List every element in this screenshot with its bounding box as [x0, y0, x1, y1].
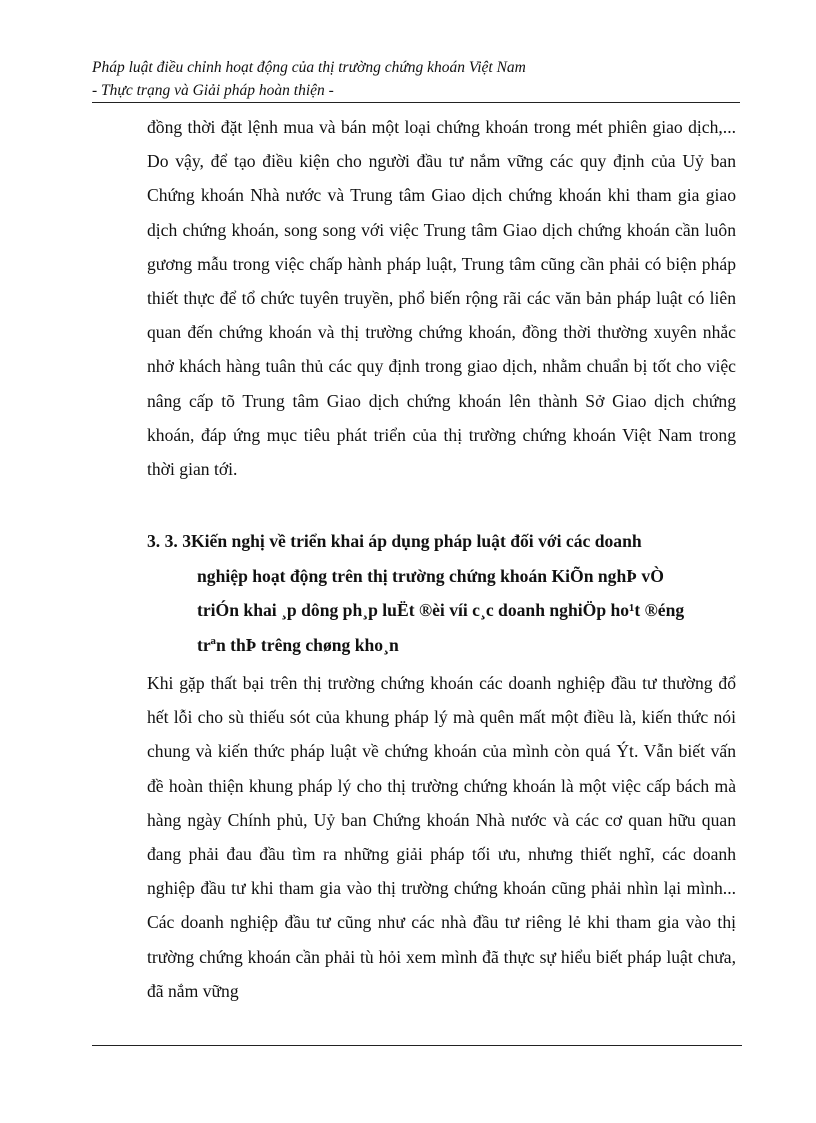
header-subtitle: - Thực trạng và Giải pháp hoàn thiện -: [92, 82, 334, 99]
footer-divider: [92, 1045, 742, 1046]
header-title: Pháp luật điều chỉnh hoạt động của thị trường chứng khoán Việt Nam: [92, 59, 526, 76]
body-paragraph-2: Khi gặp thất bại trên thị trường chứng khoán các doanh nghiệp đầu tư thường đổ hết lỗi cho sù thiếu sót của khung pháp lý mà quên mất một điều là, kiến thức nói chung và kiến thức pháp luật về chứng khoán của mình còn quá Ýt. Vẫn biết vấn đề hoàn thiện khung pháp lý cho thị trường chứng khoán là một việc cấp bách mà hàng ngày Chính phủ, Uỷ ban Chứng khoán Nhà nước và các cơ quan hữu quan đang phải đau đầu tìm ra những giải pháp tối ưu, nhưng thiết nghĩ, các doanh nghiệp đầu tư khi tham gia vào thị trường chứng khoán cũng phải nhìn lại mình... Các doanh nghiệp đầu tư cũng như các nhà đầu tư riêng lẻ khi tham gia vào thị trường chứng khoán cần phải tù hỏi xem mình đã thực sự hiểu biết pháp luật chưa, đã nắm vững: [147, 673, 736, 1001]
section-heading-line-4: trªn thÞ trêng chøng kho¸n: [197, 634, 399, 655]
section-heading-line-2: nghiệp hoạt động trên thị trường chứng khoán KiÕn nghÞ vÒ: [197, 565, 664, 586]
section-heading-line-1: 3. 3. 3Kiến nghị về triển khai áp dụng pháp luật đối với các doanh: [147, 531, 642, 551]
running-header: [92, 56, 740, 102]
header-divider: [92, 102, 740, 103]
section-heading: [147, 524, 747, 662]
section-heading-line-3: triÓn khai ¸p dông ph¸p luËt ®èi víi c¸c doanh nghiÖp ho¹t ®éng: [197, 600, 685, 620]
body-paragraph-1: đồng thời đặt lệnh mua và bán một loại chứng khoán trong mét phiên giao dịch,... Do vậy, để tạo điều kiện cho người đầu tư nắm vững các quy định của Uỷ ban Chứng khoán Nhà nước và Trung tâm Giao dịch chứng khoán khi tham gia giao dịch chứng khoán, song song với việc Trung tâm Giao dịch chứng khoán cần luôn gương mẫu trong việc chấp hành pháp luật, Trung tâm cũng cần phải có biện pháp thiết thực để tổ chức tuyên truyền, phổ biến rộng rãi các văn bản pháp luật có liên quan đến chứng khoán và thị trường chứng khoán, đồng thời thường xuyên nhắc nhở khách hàng tuân thủ các quy định trong giao dịch, nhằm chuẩn bị tốt cho việc nâng cấp tõ Trung tâm Giao dịch chứng khoán lên thành Sở Giao dịch chứng khoán, đáp ứng mục tiêu phát triển của thị trường chứng khoán Việt Nam trong thời gian tới.: [147, 117, 736, 480]
